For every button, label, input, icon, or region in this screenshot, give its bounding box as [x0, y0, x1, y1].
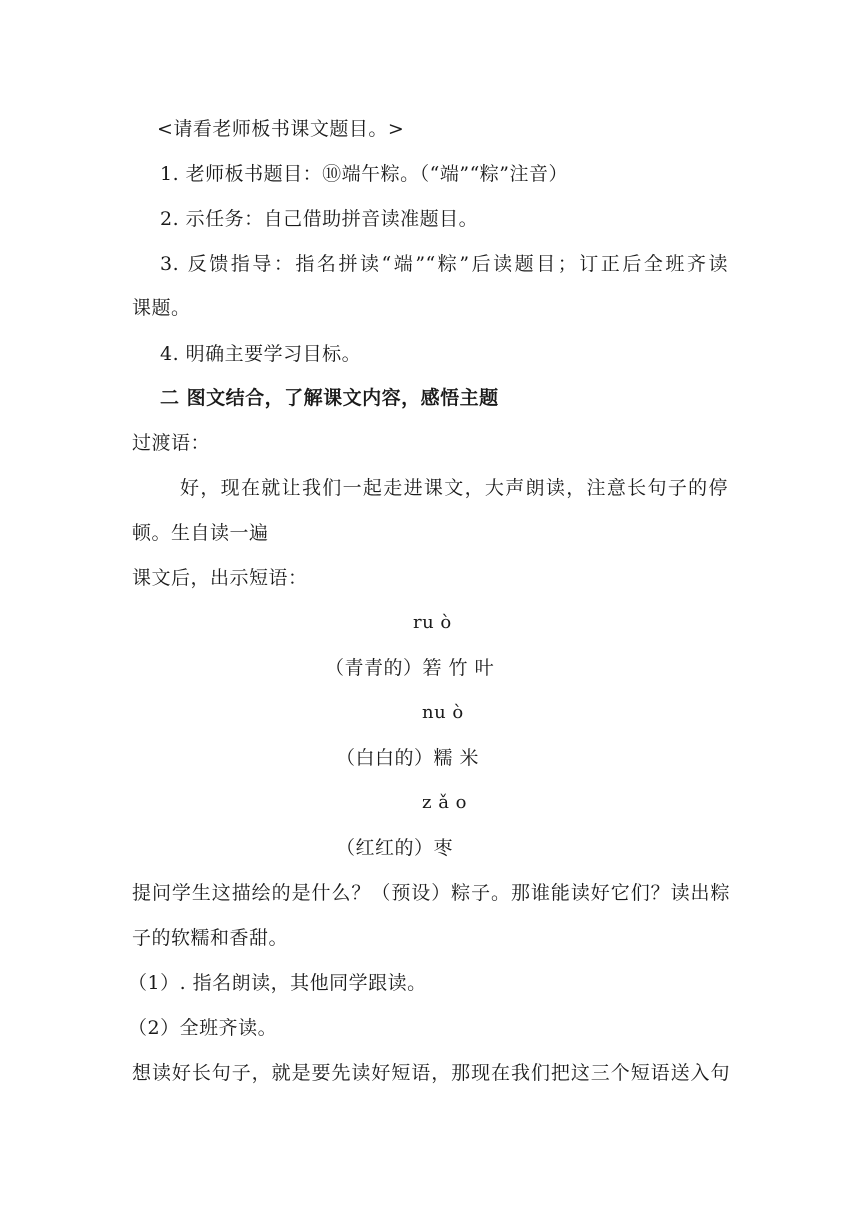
- transition-text: 好，现在就让我们一起走进课文，大声朗读，注意长句子的停: [180, 477, 728, 499]
- phrase-1-text: （青青的）箬 竹 叶: [325, 657, 495, 679]
- closing-text: 想读好长句子，就是要先读好短语，那现在我们把这三个短语送入句: [132, 1062, 730, 1084]
- section-heading: 二 图文结合，了解课文内容，感悟主题: [160, 387, 499, 409]
- sub-item-1: （1）. 指名朗读，其他同学跟读。: [128, 972, 427, 994]
- phrase-2-pinyin: nu ò: [422, 702, 464, 723]
- step-3-continued: 课题。: [132, 297, 191, 319]
- question-text: 提问学生这描绘的是什么？（预设）粽子。那谁能读好它们？读出粽: [132, 882, 730, 904]
- phrase-2-text: （白白的）糯 米: [336, 747, 480, 769]
- step-3: 3. 反馈指导：指名拼读“端”“粽”后读题目；订正后全班齐读: [160, 253, 728, 275]
- step-2: 2. 示任务：自己借助拼音读准题目。: [160, 208, 479, 230]
- step-4: 4. 明确主要学习目标。: [160, 343, 362, 365]
- step-1: 1. 老师板书题目：⑩端午粽。（“端”“粽”注音）: [160, 163, 569, 185]
- phrase-3-text: （红红的）枣: [336, 837, 454, 859]
- transition-label: 过渡语：: [132, 432, 211, 454]
- after-text: 课文后，出示短语：: [132, 567, 308, 589]
- phrase-3-pinyin: z ǎ o: [422, 792, 467, 813]
- transition-text-continued: 顿。生自读一遍: [132, 522, 269, 544]
- sub-item-2: （2）全班齐读。: [128, 1017, 278, 1039]
- question-text-continued: 子的软糯和香甜。: [132, 927, 289, 949]
- intro-note: <请看老师板书课文题目。>: [157, 118, 405, 140]
- phrase-1-pinyin: ru ò: [413, 612, 452, 633]
